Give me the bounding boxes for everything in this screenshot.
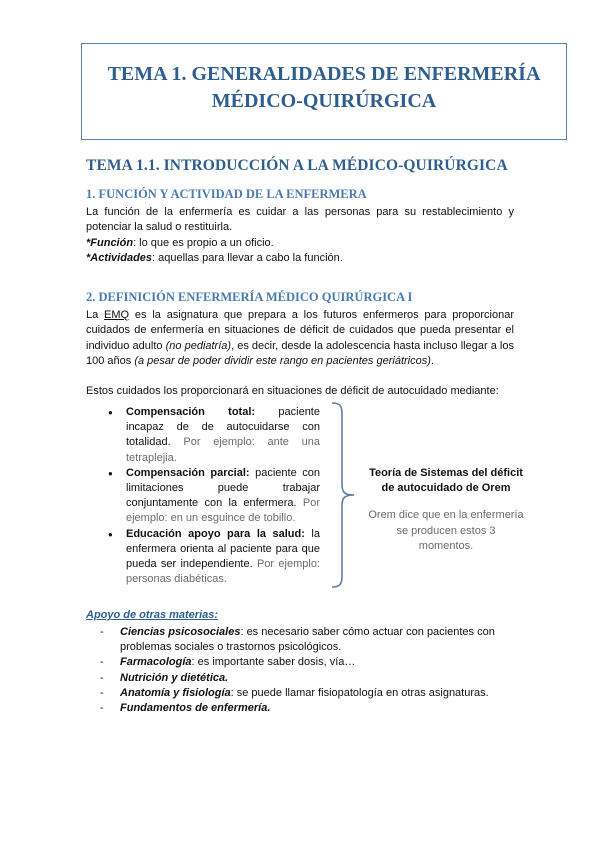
support-item xyxy=(100,671,514,686)
section2-heading: 2. DEFINICIÓN ENFERMERÍA MÉDICO QUIRÚRGICA I xyxy=(86,290,413,304)
p-a: es la asignatura que prepara a los futuros enfermeros para proporcionar cuidados de enfermería en situaciones de déficit de cuidados que pueda presentar el individuo adulto xyxy=(86,309,514,352)
bullet-item xyxy=(108,405,320,466)
bullet-example: Por ejemplo: personas diabéticas. xyxy=(126,558,320,586)
def-activities xyxy=(86,251,514,266)
orem-theory-title: Teoría de Sistemas del déficit de autocuidado de Orem xyxy=(369,467,523,495)
emq-link[interactable]: EMQ xyxy=(104,309,130,321)
orem-theory-desc: Orem dice que en la enfermería se producen estos 3 momentos. xyxy=(368,509,524,552)
curly-brace-icon xyxy=(326,400,358,590)
support-term: Nutrición y dietética. xyxy=(120,671,229,684)
section2-paragraph xyxy=(86,308,514,370)
bullet-term: Compensación total: xyxy=(126,406,256,418)
support-term: Ciencias psicosociales xyxy=(120,626,241,638)
section1-heading: 1. FUNCIÓN Y ACTIVIDAD DE LA ENFERMERA xyxy=(86,187,367,201)
title-line-2: MÉDICO-QUIRÚRGICA xyxy=(211,90,437,112)
bullet-text: paciente incapaz de de autocuidarse con totalidad. xyxy=(126,406,320,449)
title-line-1: TEMA 1. GENERALIDADES DE ENFERMERÍA xyxy=(107,63,541,85)
support-term: Farmacología xyxy=(120,656,192,669)
support-list xyxy=(100,625,514,716)
subtitle-heading: TEMA 1.1. INTRODUCCIÓN A LA MÉDICO-QUIRÚRGICA xyxy=(86,157,508,174)
def-activities-term: *Actividades xyxy=(86,252,153,264)
def-activities-text: : aquellas para llevar a cabo la función. xyxy=(152,252,343,264)
orem-theory-box xyxy=(368,466,524,554)
support-text: : es importante saber dosis, vía… xyxy=(191,656,356,669)
p-b: , es decir, desde la adolescencia hasta incluso llegar a los 100 años xyxy=(86,339,514,368)
support-term: Anatomía y fisiología xyxy=(120,686,231,699)
bullet-term: Educación apoyo para la salud: xyxy=(126,527,305,540)
bullet-text: paciente con limitaciones puede trabajar conjuntamente con la enfermera. xyxy=(126,466,320,510)
bullet-example: Por ejemplo: en un esguince de tobillo. xyxy=(126,497,320,525)
support-item xyxy=(100,625,514,655)
def-function xyxy=(86,236,514,251)
p-end: . xyxy=(430,355,434,368)
p-paren2: (a pesar de poder dividir este rango en pacientes geriátricos) xyxy=(134,355,431,368)
def-function-term: *Función xyxy=(86,237,134,249)
support-heading: Apoyo de otras materias: xyxy=(86,609,219,621)
support-item xyxy=(100,655,514,670)
bullet-example: Por ejemplo: ante una tetraplejia. xyxy=(126,436,320,464)
bullet-item xyxy=(108,527,320,588)
support-text: : es necesario saber cómo actuar con pacientes con problemas sociales o trastornos psicológicos. xyxy=(120,626,495,654)
support-term: Fundamentos de enfermería. xyxy=(120,702,271,715)
p-paren1: (no pediatría) xyxy=(165,339,232,352)
section1-text: La función de la enfermería es cuidar a las personas para su restablecimiento y potenciar la salud o restituirla. xyxy=(86,206,514,234)
support-item xyxy=(100,686,514,701)
title-box xyxy=(81,43,567,140)
support-text: : se puede llamar fisiopatología en otras asignaturas. xyxy=(230,686,489,699)
care-bullet-list xyxy=(108,405,320,587)
bullet-item xyxy=(108,466,320,527)
bullet-text: la enfermera orienta al paciente para que pueda ser independiente. xyxy=(126,527,320,571)
bullet-term: Compensación parcial: xyxy=(126,466,250,479)
section2-intro: Estos cuidados los proporcionará en situaciones de déficit de autocuidado mediante: xyxy=(86,385,499,397)
def-function-text: : lo que es propio a un oficio. xyxy=(133,237,274,249)
p-la: La xyxy=(86,309,105,321)
support-item xyxy=(100,701,514,716)
